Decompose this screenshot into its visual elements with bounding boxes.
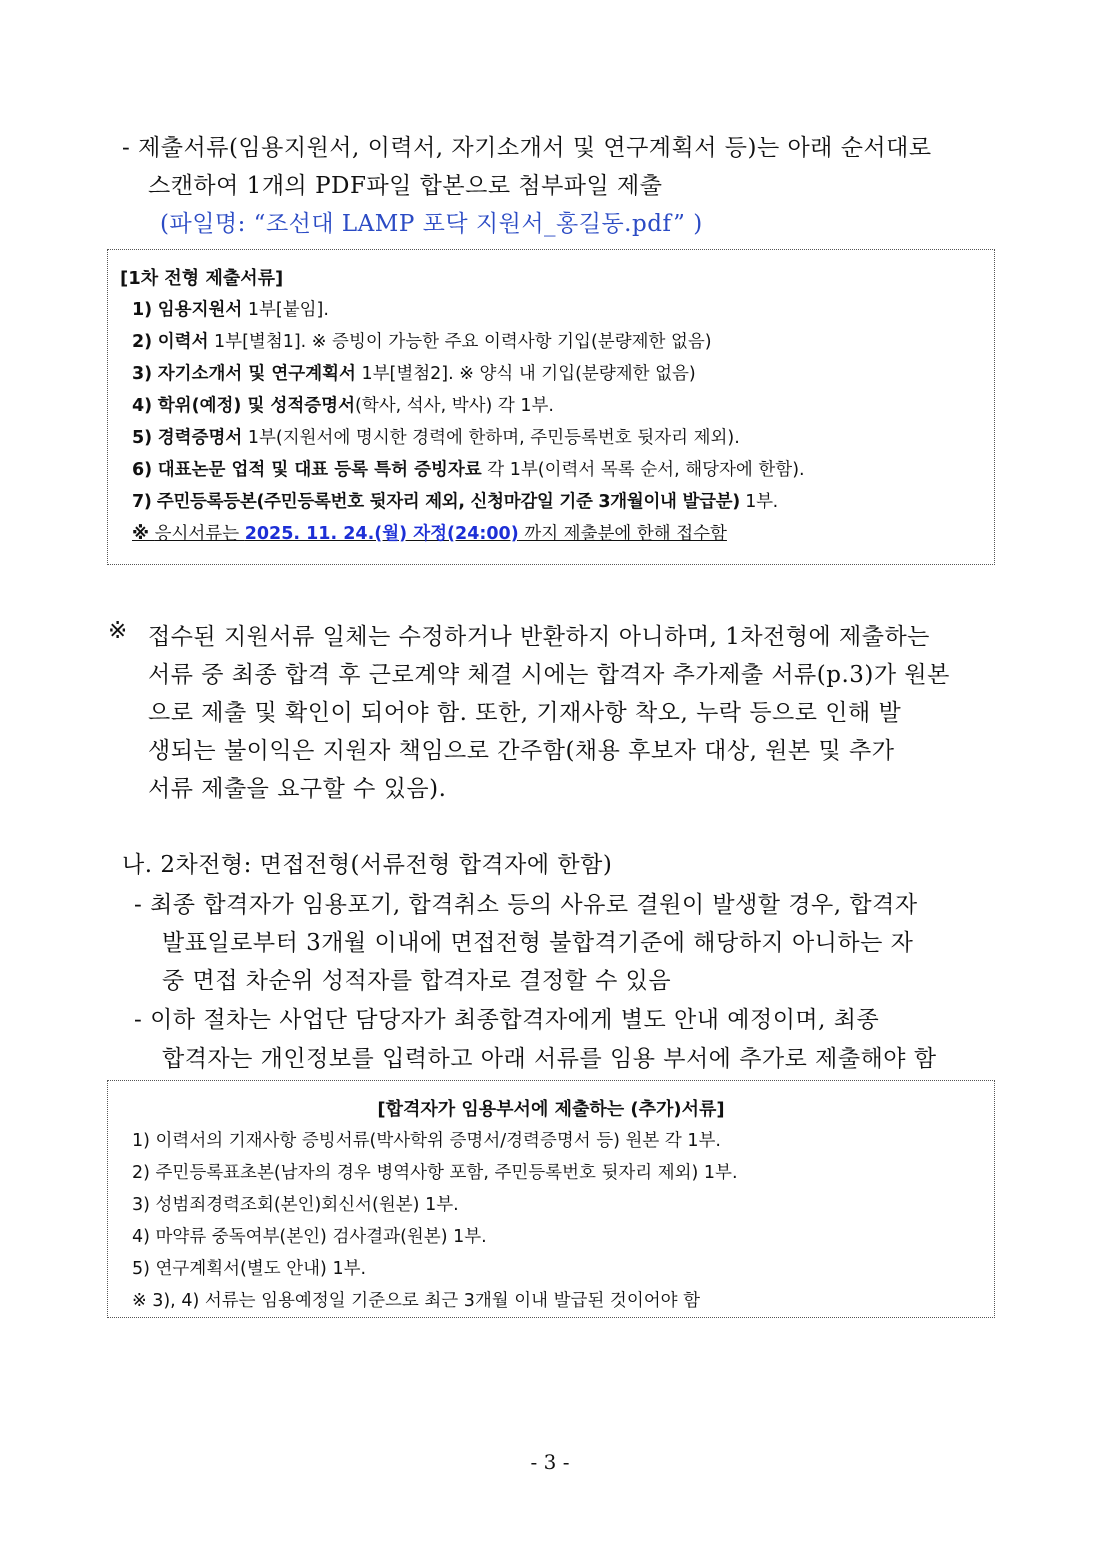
item-title: 자기소개서 및 연구계획서 [157,364,356,384]
item-desc: 1부. [739,492,778,512]
section2-heading: 나. 2차전형: 면접전형(서류전형 합격자에 한함) [122,852,613,878]
item-desc: 1부[별첨1]. ※ 증빙이 가능한 주요 이력사항 기입(분량제한 없음) [208,332,712,352]
item-desc: 1부[붙임]. [242,300,329,320]
section2-bullet2-line2: 합격자는 개인정보를 입력하고 아래 서류를 임용 부서에 추가로 제출해야 함 [162,1046,937,1072]
item-desc: (학사, 석사, 박사) 각 1부. [355,396,554,416]
item-title: 주민등록등본(주민등록번호 뒷자리 제외, 신청마감일 기준 3개월이내 발급분) [156,492,740,512]
item-number: 3) [132,364,153,384]
note-mark: ※ [132,524,150,544]
box1-item-1 [132,296,329,321]
note-text-pre: 응시서류는 [154,524,245,544]
submission-line-2: 스캔하여 1개의 PDF파일 합본으로 첨부파일 제출 [148,173,663,199]
item-desc: 1부[별첨2]. ※ 양식 내 기입(분량제한 없음) [355,364,696,384]
item-title: 이력서 [157,332,209,352]
notice-line-5: 서류 제출을 요구할 수 있음). [148,776,447,802]
notice-line-3: 으로 제출 및 확인이 되어야 함. 또한, 기재사항 착오, 누락 등으로 인해 발 [148,700,902,726]
notice-line-2: 서류 중 최종 합격 후 근로계약 체결 시에는 합격자 추가제출 서류(p.3)가 원본 [148,662,950,688]
additional-documents-box [107,1080,995,1318]
submission-line-1: - 제출서류(임용지원서, 이력서, 자기소개서 및 연구계획서 등)는 아래 순서대로 [122,135,932,161]
section2-bullet1-line3: 중 면접 차순위 성적자를 합격자로 결정할 수 있음 [162,968,672,994]
box1-item-5 [132,424,740,449]
box2-item-3: 3) 성범죄경력조회(본인)회신서(원본) 1부. [132,1195,459,1215]
first-round-documents-box [107,249,995,565]
item-number: 4) [132,396,153,416]
box1-item-4 [132,392,554,417]
item-number: 7) [132,492,152,512]
box2-title: [합격자가 임용부서에 제출하는 (추가)서류] [377,1099,725,1120]
item-number: 1) [132,300,153,320]
box2-item-1: 1) 이력서의 기재사항 증빙서류(박사학위 증명서/경력증명서 등) 원본 각 1부. [132,1131,721,1151]
page-number: - 3 - [530,1450,570,1474]
box2-item-2: 2) 주민등록표초본(남자의 경우 병역사항 포함, 주민등록번호 뒷자리 제외) 1부. [132,1163,738,1183]
box1-item-7 [132,488,778,513]
item-number: 5) [132,428,153,448]
deadline-date: 2025. 11. 24.(월) 자정(24:00) [244,524,519,544]
box2-item-5: 5) 연구계획서(별도 안내) 1부. [132,1259,367,1279]
item-number: 6) [132,460,153,480]
item-number: 2) [132,332,153,352]
item-desc: 각 1부(이력서 목록 순서, 해당자에 한함). [481,460,805,480]
note-text-post: 까지 제출분에 한해 접수함 [518,524,727,544]
section2-bullet1-line2: 발표일로부터 3개월 이내에 면접전형 불합격기준에 해당하지 아니하는 자 [162,930,914,956]
submission-filename: (파일명: “조선대 LAMP 포닥 지원서_홍길동.pdf” ) [160,211,703,237]
item-title: 경력증명서 [157,428,243,448]
box1-item-2 [132,328,712,353]
item-title: 학위(예정) 및 성적증명서 [157,396,355,416]
notice-line-4: 생되는 불이익은 지원자 책임으로 간주함(채용 후보자 대상, 원본 및 추가 [148,738,895,764]
item-title: 임용지원서 [157,300,243,320]
item-desc: 1부(지원서에 명시한 경력에 한하며, 주민등록번호 뒷자리 제외). [242,428,740,448]
box2-note: ※ 3), 4) 서류는 임용예정일 기준으로 최근 3개월 이내 발급된 것이어야 함 [132,1291,701,1311]
box1-item-6 [132,456,805,481]
section2-bullet1-line1: - 최종 합격자가 임용포기, 합격취소 등의 사유로 결원이 발생할 경우, 합격자 [134,892,918,918]
section2-bullet2-line1: - 이하 절차는 사업단 담당자가 최종합격자에게 별도 안내 예정이며, 최종 [134,1007,880,1033]
box2-item-4: 4) 마약류 중독여부(본인) 검사결과(원본) 1부. [132,1227,487,1247]
box1-title: [1차 전형 제출서류] [120,268,284,289]
item-title: 대표논문 업적 및 대표 등록 특허 증빙자료 [157,460,482,480]
notice-mark: ※ [108,618,128,644]
box1-item-3 [132,360,696,385]
notice-line-1: 접수된 지원서류 일체는 수정하거나 반환하지 아니하며, 1차전형에 제출하는 [148,624,930,650]
box1-deadline-note [132,520,727,545]
